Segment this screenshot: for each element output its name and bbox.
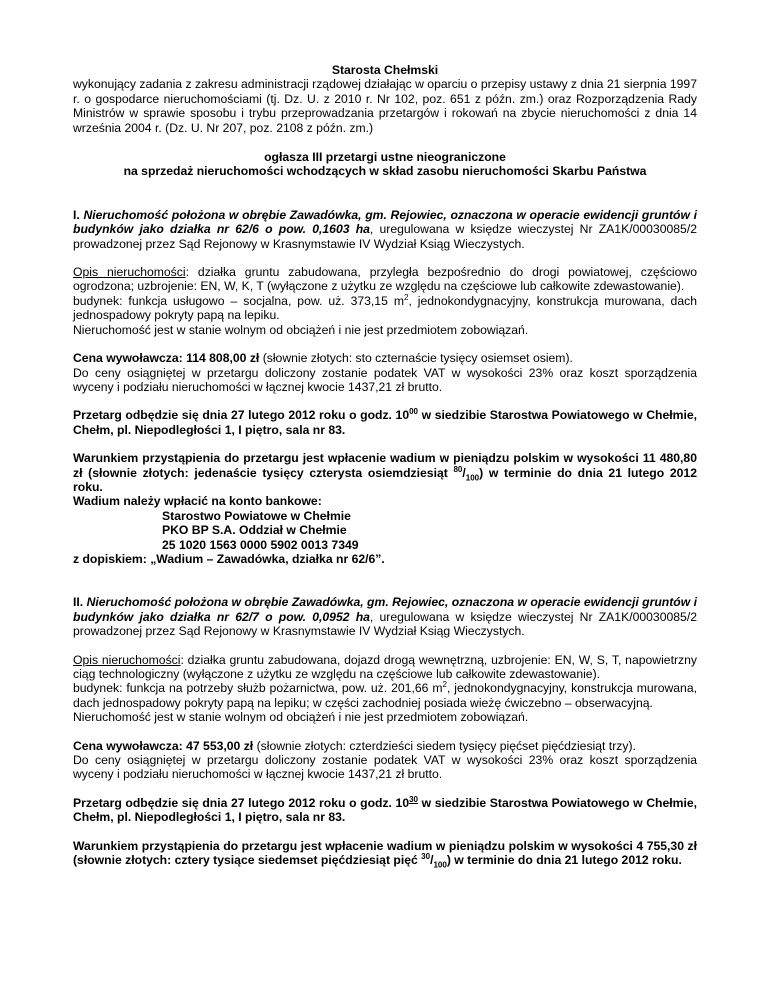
- section-i-account-note: z dopiskiem: „Wadium – Zawadówka, działka nr 62/6”.: [73, 551, 385, 566]
- section-i-account-heading: Wadium należy wpłacić na konto bankowe:: [73, 494, 322, 509]
- section-ii-free-text: Nieruchomość jest w stanie wolnym od obciążeń i nie jest przedmiotem zobowiązań.: [73, 710, 529, 725]
- announcement-line-1: ogłasza III przetargi ustne nieograniczone: [264, 150, 506, 165]
- section-i-deposit-num: 80: [453, 464, 463, 474]
- section-ii-deposit-num: 30: [421, 852, 431, 861]
- section-i-price-words: (słownie złotych: sto czternaście tysięcy osiemset osiem).: [259, 351, 573, 366]
- section-i-building-a: budynek: funkcja usługowo – socjalna, pow. uż. 373,15 m: [73, 293, 404, 308]
- section-ii-number: II.: [73, 595, 84, 610]
- section-ii-price-words: (słownie złotych: czterdzieści siedem tysięcy pięćset pięćdziesiąt trzy).: [253, 738, 636, 753]
- section-i-deposit-b: ) w terminie do dnia 21 lutego 2012 roku.: [73, 465, 697, 494]
- section-i-account-line-1: Starostwo Powiatowe w Chełmie: [162, 508, 351, 523]
- section-ii-price-label: Cena wywoławcza: 47 553,00 zł: [73, 738, 254, 753]
- section-ii-building-sup: 2: [442, 680, 447, 690]
- section-ii-heading: [73, 595, 697, 638]
- section-i-number: I.: [73, 207, 80, 222]
- section-i: [73, 208, 697, 567]
- section-ii-deposit: Warunkiem przystąpienia do przetargu jest wpłacenie wadium w pieniądzu polskim w wysokości 4 755,30 zł (słownie złotych: cztery tysiące siedemset pięćdziesiąt pięć $^{30}/_{100}$) w terminie do dnia 21 lutego 2012 roku.: [73, 838, 697, 870]
- document-page: [73, 63, 698, 870]
- section-i-auction-a: Przetarg odbędzie się dnia 27 lutego 2012 roku o godz. 10: [73, 408, 410, 423]
- section-ii-description: [73, 653, 697, 682]
- section-i-deposit-a: Warunkiem przystąpienia do przetargu jest wpłacenie wadium w pieniądzu polskim w wysokości 11 480,80 zł (słownie złotych: jedenaście tysięcy czterysta osiemdziesiąt: [73, 451, 697, 480]
- section-ii: [73, 595, 698, 870]
- section-i-account-number: 25 1020 1563 0000 5902 0013 7349: [162, 537, 359, 552]
- section-ii-building: [73, 681, 697, 710]
- section-ii-title-rest: , uregulowana w księdze wieczystej Nr ZA1K/00030085/2 prowadzonej przez Sąd Rejonowy w Krasnymstawie IV Wydział Ksiąg Wieczystych.: [73, 609, 697, 639]
- section-ii-desc-text: : działka gruntu zabudowana, dojazd drogą wewnętrzną, uzbrojenie: EN, W, S, T, napowietrzny ciąg technologiczny (wyłączone z użytku ze względu na częściowe lub całkowite zdewastowanie).: [73, 652, 697, 681]
- announcement-line-2: na sprzedaż nieruchomości wchodzących w skład zasobu nieruchomości Skarbu Państwa: [123, 164, 647, 179]
- section-ii-building-a: budynek: funkcja na potrzeby służb pożarnictwa, pow. uż. 201,66 m: [73, 681, 443, 696]
- section-i-heading: [73, 208, 697, 251]
- section-ii-deposit-b: ) w terminie do dnia 21 lutego 2012 roku.: [446, 853, 682, 868]
- section-ii-vat: Do ceny osiągniętej w przetargu doliczony zostanie podatek VAT w wysokości 23% oraz koszt sporządzenia wyceny i podziału nieruchomości w łącznej kwocie 1437,21 zł brutto.: [73, 753, 697, 782]
- section-i-description: [73, 265, 697, 294]
- section-ii-auction-b: w siedzibie Starostwa Powiatowego w Chełmie, Chełm, pl. Niepodległości 1, I piętro, sala nr 83.: [73, 795, 698, 825]
- section-ii-price: [73, 739, 697, 753]
- section-ii-auction-sup: 30: [409, 794, 419, 804]
- section-ii-building-b: , jednokondygnacyjny, konstrukcja murowana, dach jednospadowy pokryty papą na lepiku; w części zachodniej posiada wieżę ćwiczebno – obserwacyjną.: [73, 681, 697, 710]
- section-i-title: Nieruchomość położona w obrębie Zawadówka, gm. Rejowiec, oznaczona w operacie ewidencji gruntów i budynków jako działka nr 62/6 o pow. 0,1603 ha: [73, 207, 697, 237]
- section-i-title-rest: , uregulowana w księdze wieczystej Nr ZA1K/00030085/2 prowadzonej przez Sąd Rejonowy w Krasnymstawie IV Wydział Ksiąg Wieczystych.: [73, 222, 697, 251]
- section-i-building: [73, 294, 697, 323]
- section-i-auction: [73, 408, 697, 437]
- section-ii-deposit-den: 100: [433, 860, 447, 870]
- section-i-price-label: Cena wywoławcza: 114 808,00 zł: [73, 351, 260, 366]
- section-ii-auction-a: Przetarg odbędzie się dnia 27 lutego 2012 roku o godz. 10: [73, 795, 410, 810]
- section-i-desc-text: : działka gruntu zabudowana, przyległa bezpośrednio do drogi powiatowej, częściowo ogrodzona; uzbrojenie: EN, W, K, T (wyłączone z użytku ze względu na częściowe lub całkowite zdewastowanie).: [73, 265, 697, 294]
- section-i-vat: Do ceny osiągniętej w przetargu doliczony zostanie podatek VAT w wysokości 23% oraz koszt sporządzenia wyceny i podziału nieruchomości w łącznej kwocie 1437,21 zł brutto.: [73, 365, 697, 394]
- section-i-free-text: Nieruchomość jest w stanie wolnym od obciążeń i nie jest przedmiotem zobowiązań.: [73, 322, 529, 337]
- section-i-auction-b: w siedzibie Starostwa Powiatowego w Chełmie, Chełm, pl. Niepodległości 1, I piętro, sala nr 83.: [73, 408, 698, 437]
- intro-paragraph: wykonujący zadania z zakresu administracji rządowej działając w oparciu o przepisy ustawy z dnia 21 sierpnia 1997 r. o gospodarce nieruchomościami (tj. Dz. U. z 2010 r. Nr 102, poz. 651 z późn. zm.) oraz Rozporządzenia Rady Ministrów w sprawie sposobu i trybu przeprowadzania przetargów i rokowań na zbycie nieruchomości z dnia 14 września 2004 r. (Dz. U. Nr 207, poz. 2108 z późn. zm.): [73, 77, 697, 135]
- section-ii-desc-label: Opis nieruchomości: [73, 652, 181, 667]
- section-i-deposit: Warunkiem przystąpienia do przetargu jest wpłacenie wadium w pieniądzu polskim w wysokości 11 480,80 zł (słownie złotych: jedenaście tysięcy czterysta osiemdziesiąt $^{80}/_{100}$) w terminie do dnia 21 lutego 2012 roku.: [73, 451, 697, 494]
- section-ii-title: Nieruchomość położona w obrębie Zawadówka, gm. Rejowiec, oznaczona w operacie ewidencji gruntów i budynków jako działka nr 62/7 o pow. 0,0952 ha: [73, 595, 698, 624]
- section-i-building-sup: 2: [403, 292, 409, 302]
- page-title: Starosta Chełmski: [331, 63, 439, 77]
- section-i-desc-label: Opis nieruchomości: [73, 265, 186, 280]
- section-i-deposit-den: 100: [465, 472, 480, 482]
- section-ii-auction: [73, 796, 697, 825]
- section-ii-deposit-a: Warunkiem przystąpienia do przetargu jest wpłacenie wadium w pieniądzu polskim w wysokości 4 755,30 zł (słownie złotych: cztery tysiące siedemset pięćdziesiąt pięć: [73, 838, 697, 868]
- section-i-price: [73, 351, 697, 365]
- section-i-auction-sup: 00: [409, 407, 419, 417]
- section-i-account-line-2: PKO BP S.A. Oddział w Chełmie: [162, 523, 347, 538]
- section-i-building-b: , jednokondygnacyjny, konstrukcja murowana, dach jednospadowy pokryty papą na lepiku.: [73, 293, 697, 323]
